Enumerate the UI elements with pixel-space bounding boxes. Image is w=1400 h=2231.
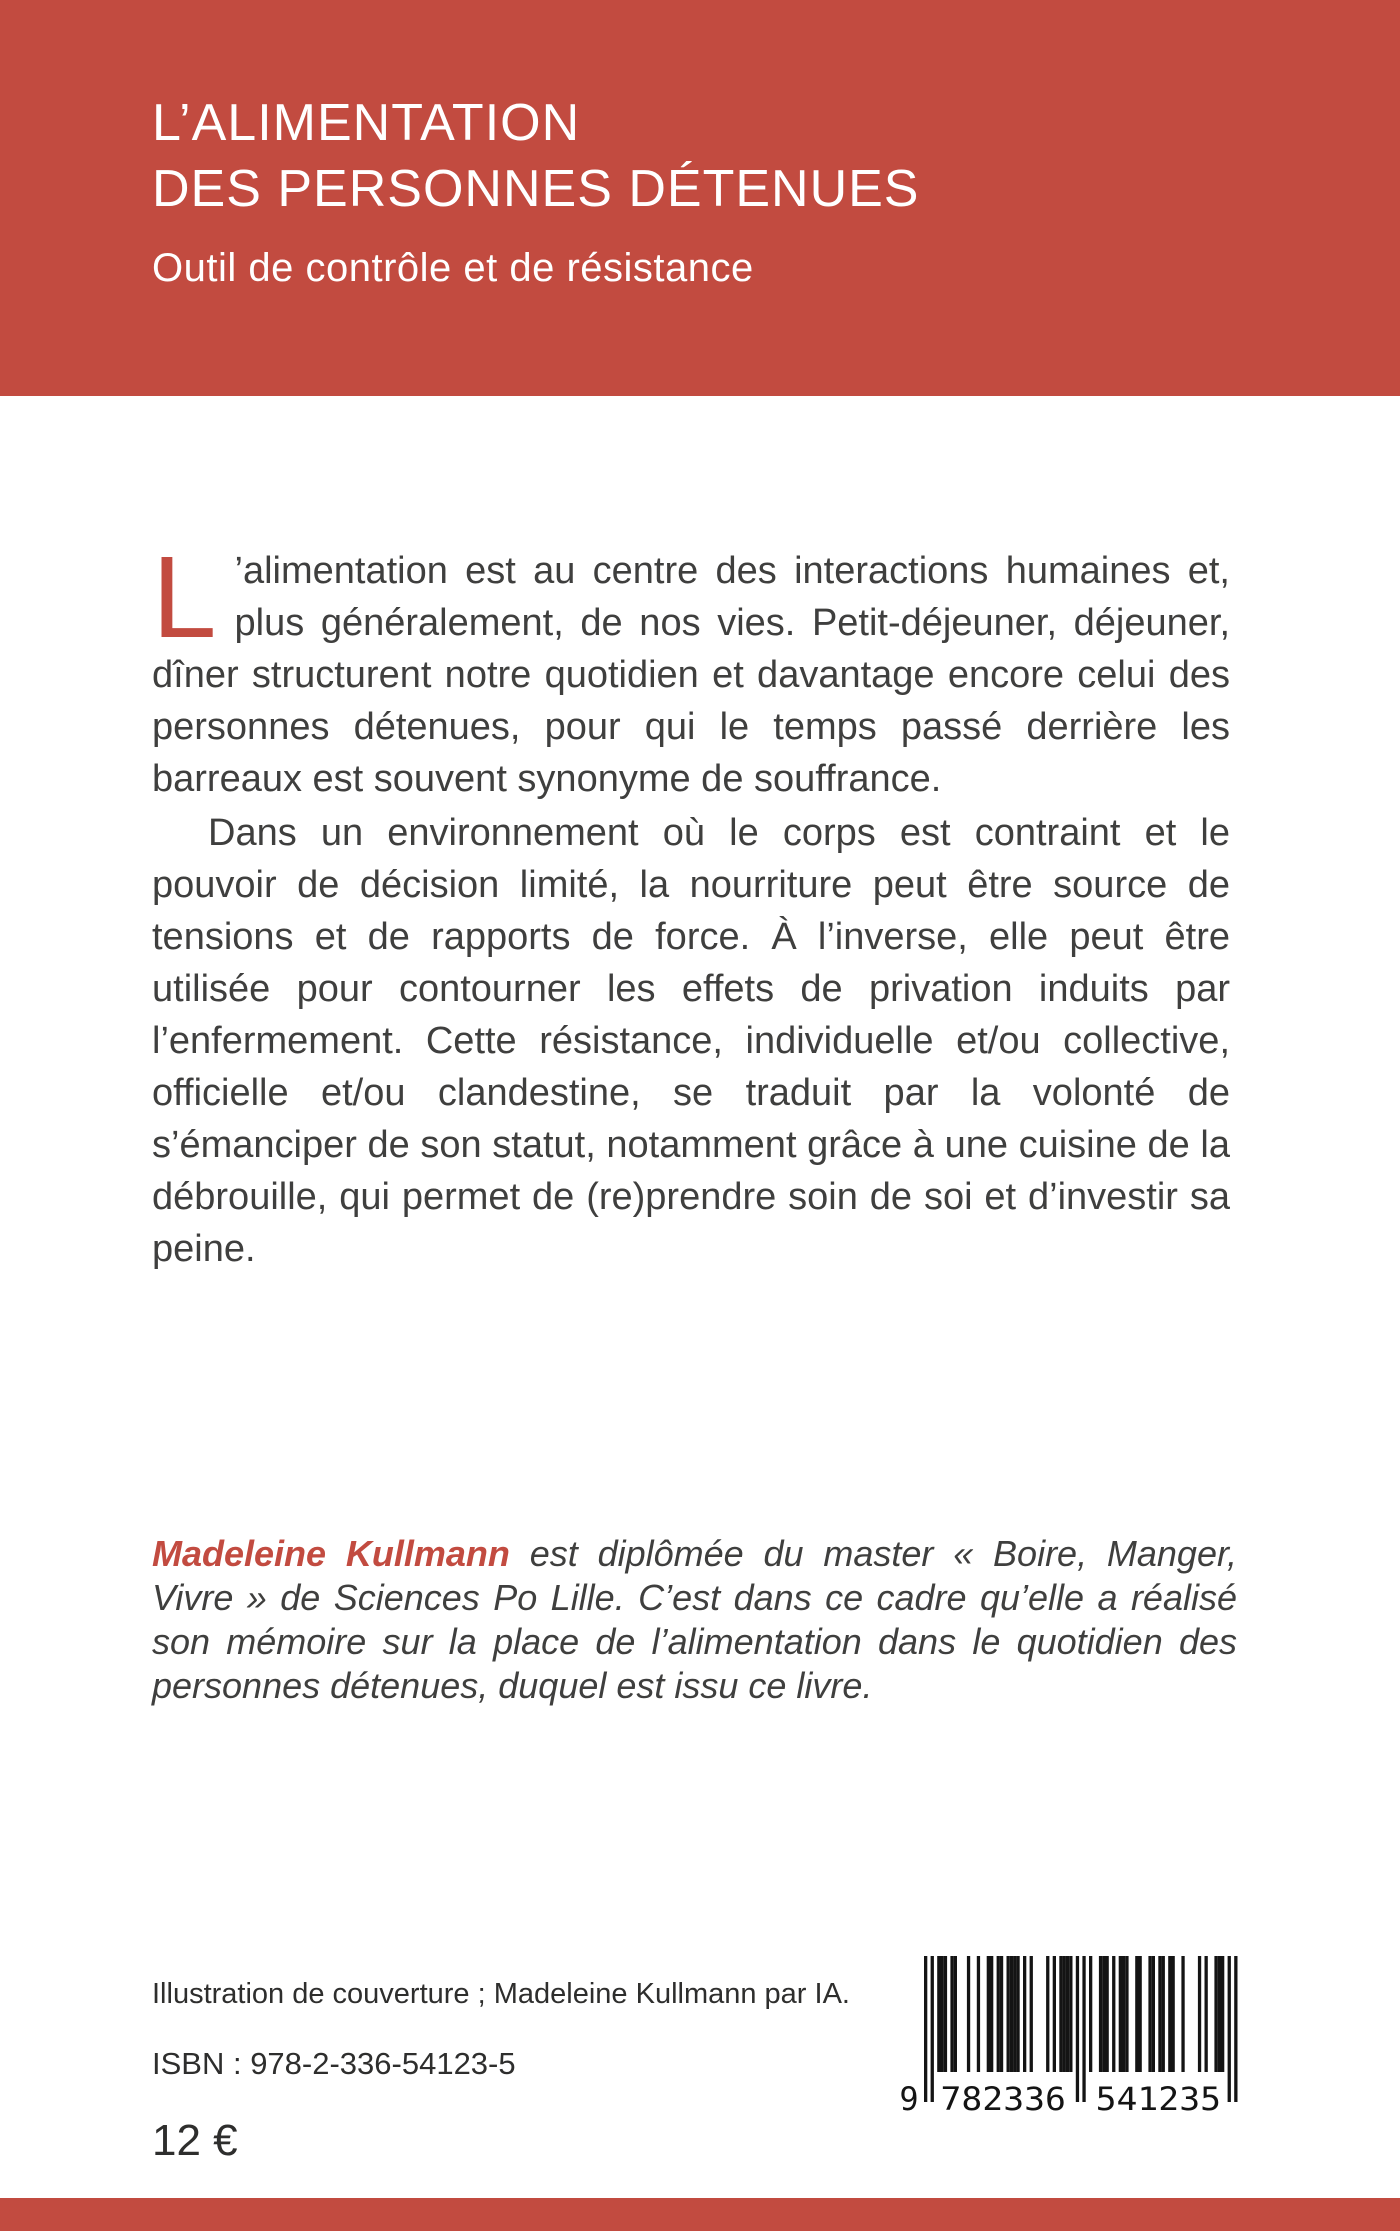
svg-text:9: 9 (899, 2080, 919, 2118)
book-subtitle: Outil de contrôle et de résistance (152, 246, 754, 290)
bottom-red-strip (0, 2198, 1400, 2231)
header-band (0, 0, 1400, 396)
author-name: Madeleine Kullmann (152, 1533, 510, 1574)
isbn-line: ISBN : 978-2-336-54123-5 (152, 2046, 516, 2081)
synopsis-paragraph-1-text: ’alimentation est au centre des interactions humaines et, plus généralement, de nos vies. Petit-déjeuner, déjeuner, dîner structurent notre quotidien et davantage encore celui des personnes détenues, pour qui le temps passé derrière les barreaux est souvent synonyme de souffrance. (152, 550, 1230, 800)
synopsis-paragraph-1 (152, 532, 1230, 805)
book-title (152, 90, 920, 222)
synopsis (152, 532, 1230, 1275)
author-bio-rest: est diplômée du master « Boire, Manger, Vivre » de Sciences Po Lille. C’est dans ce cadre qu’elle a réalisé son mémoire sur la place de l’alimentation dans le quotidien des personnes détenues, duquel est issu ce livre. (152, 1533, 1237, 1706)
cover-illustration-credit: Illustration de couverture ; Madeleine Kullmann par IA. (152, 1978, 850, 2010)
author-bio-text (152, 1532, 1237, 1708)
price-label: 12 € (152, 2116, 238, 2165)
title-line-2: DES PERSONNES DÉTENUES (152, 160, 920, 218)
svg-text:782336: 782336 (940, 2080, 1066, 2118)
synopsis-paragraph-2: Dans un environnement où le corps est contraint et le pouvoir de décision limité, la nourriture peut être source de tensions et de rapports de force. À l’inverse, elle peut être utilisée pour contourner les effets de privation induits par l’enfermement. Cette résistance, individuelle et/ou collective, officielle et/ou clandestine, se traduit par la volonté de s’émanciper de son statut, notamment grâce à une cuisine de la débrouille, qui permet de (re)prendre soin de soi et d’investir sa peine. (152, 812, 1230, 1270)
dropcap-letter: L (152, 532, 217, 662)
barcode (898, 1956, 1264, 2123)
title-line-1: L’ALIMENTATION (152, 94, 581, 152)
author-bio (152, 1532, 1237, 1708)
barcode-image (898, 1956, 1264, 2118)
svg-text:541235: 541235 (1095, 2080, 1221, 2118)
